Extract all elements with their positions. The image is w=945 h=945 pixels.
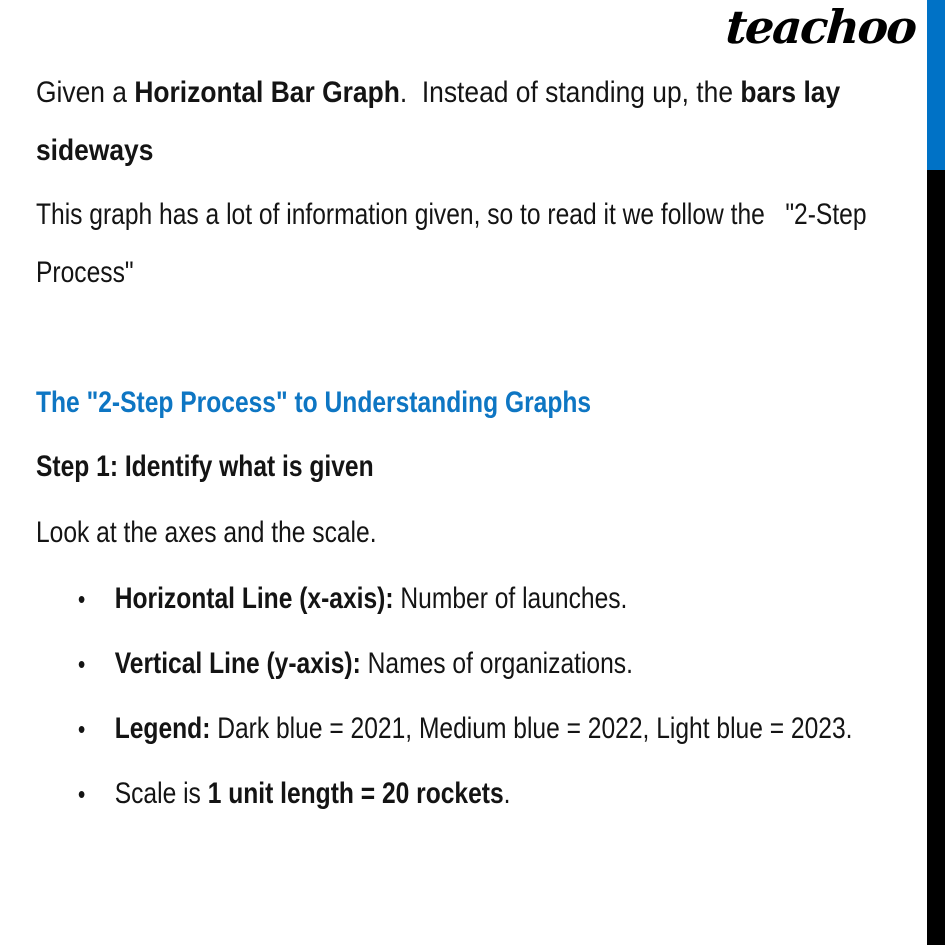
text-segment: This graph has a lot of information given, so to read it we follow the "2-Step Process" xyxy=(36,198,874,289)
edge-accent-black xyxy=(927,170,945,945)
step1-heading: Step 1: Identify what is given xyxy=(36,450,374,483)
text-segment: Vertical Line (y-axis): xyxy=(114,647,361,680)
text-segment: Horizontal Bar Graph xyxy=(134,76,400,109)
text-segment: Names of organizations. xyxy=(360,647,633,680)
two-step-intro-paragraph xyxy=(36,186,890,302)
list-item xyxy=(36,635,890,693)
text-segment: Scale is xyxy=(114,777,208,810)
bullet-icon: • xyxy=(77,779,86,809)
edge-accent-blue xyxy=(927,0,945,170)
text-segment: Legend: xyxy=(114,712,211,745)
text-segment: . xyxy=(503,777,511,810)
text-segment: Number of launches. xyxy=(393,582,628,615)
text-segment: bars lay sideways xyxy=(36,76,848,167)
bullet-icon: • xyxy=(77,584,86,614)
list-item xyxy=(36,765,890,823)
list-item xyxy=(36,700,890,758)
section-heading: The "2-Step Process" to Understanding Graphs xyxy=(36,386,592,419)
text-segment: Dark blue = 2021, Medium blue = 2022, Light blue = 2023. xyxy=(210,712,853,745)
list-item xyxy=(36,570,890,628)
intro-paragraph xyxy=(36,64,890,180)
slide-content xyxy=(36,64,890,830)
bullet-icon: • xyxy=(77,714,86,744)
bullet-icon: • xyxy=(77,649,86,679)
bullet-list xyxy=(36,570,890,823)
look-at-axes-text: Look at the axes and the scale. xyxy=(36,516,377,549)
text-segment: 1 unit length = 20 rockets xyxy=(207,777,504,810)
text-segment: . Instead of standing up, the xyxy=(399,76,741,109)
text-segment: Horizontal Line (x-axis): xyxy=(114,582,394,615)
text-segment: Given a xyxy=(36,76,135,109)
teachoo-logo: teachoo xyxy=(723,0,917,54)
